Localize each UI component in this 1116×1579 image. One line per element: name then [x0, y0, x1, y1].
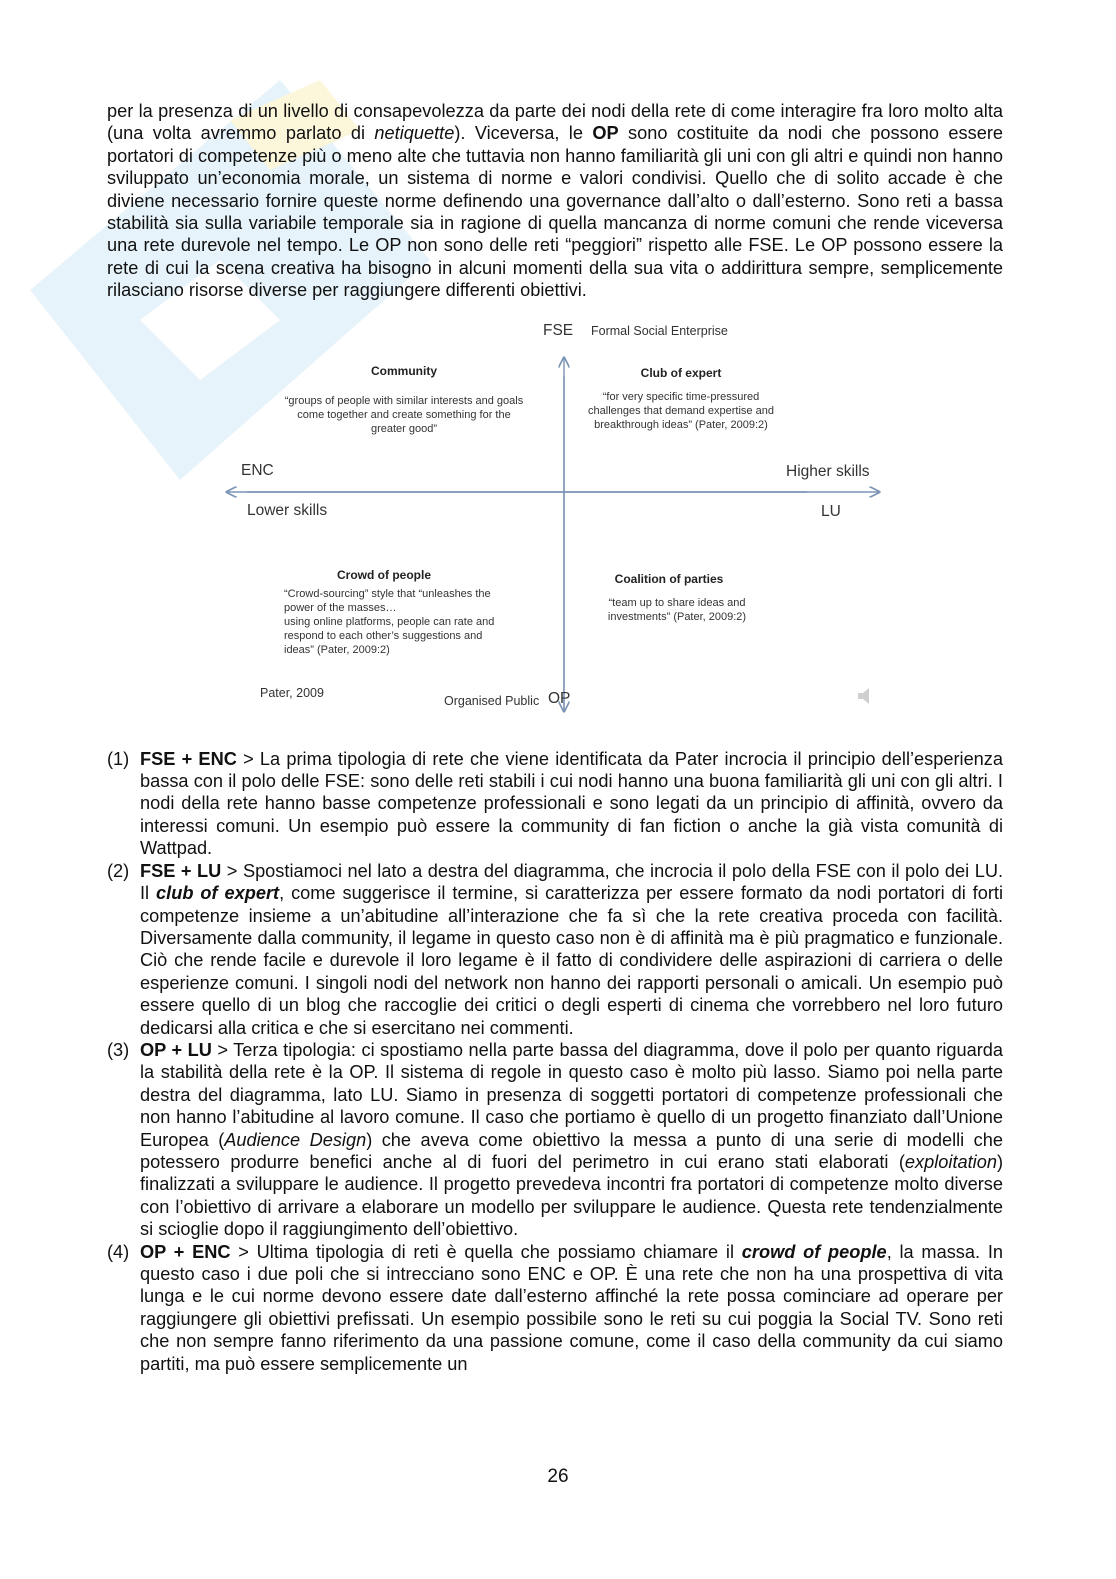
- pater-diagram: [107, 316, 1003, 736]
- axis-label-fse: FSE: [543, 321, 574, 339]
- list-item-fse-enc: (1) FSE + ENC > La prima tipologia di rete che viene identificata da Pater incrocia il principio dell’esperienza bassa con il polo delle FSE: sono delle reti stabili i cui nodi hanno una buona familiarità gli uni con gli altri. I nodi della rete hanno basse competenze professionali e sono legati da un principio di affinità, ovvero da interessi comuni. Un esempio può essere la community di fan fiction o anche la già vista comunità di Wattpad.: [107, 748, 1004, 859]
- quadrant-crowd-text: “Crowd-sourcing” style that “unleashes the power of the masses… using online platforms, people can rate and respond to each other’s suggestions and ideas” (Pater, 2009:2): [284, 587, 495, 656]
- intro-paragraph: per la presenza di un livello di consapevolezza da parte dei nodi della rete di come interagire fra loro molto alta (una volta avremmo parlato di netiquette). Viceversa, le OP sono costituite da nodi che possono essere portatori di competenze più o meno alte che tuttavia non hanno familiarità gli uni con gli altri e quindi non hanno sviluppato un’economia morale, un sistema di norme e valori condivisi. Quello che di solito accade è che diviene necessario fornire queste norme definendo una governance dall’alto o dall’esterno. Sono reti a bassa stabilità sia sulla variabile temporale sia in ragione di quella mancanza di norme comuni che rende viceversa una rete durevole nel tempo. Le OP non sono delle reti “peggiori” rispetto alle FSE. Le OP possono essere la rete di cui la scena creativa ha bisogno in alcuni momenti della sua vita o addirittura sempre, semplicemente rilasciano risorse diverse per raggiungere differenti obiettivi.: [107, 101, 1003, 301]
- axis-label-lower-skills: Lower skills: [247, 501, 328, 519]
- page-number: 26: [547, 1466, 569, 1487]
- figure-source: Pater, 2009: [260, 685, 324, 700]
- quadrant-club-title: Club of expert: [640, 365, 722, 380]
- axis-label-enc: ENC: [241, 461, 274, 479]
- diagram-axes: [107, 316, 1003, 736]
- axis-desc-op: Organised Public: [444, 693, 540, 708]
- axis-label-higher-skills: Higher skills: [786, 462, 870, 480]
- quadrant-crowd-title: Crowd of people: [337, 567, 431, 582]
- quadrant-club-text: “for very specific time-pressured challenges that demand expertise and breakthrough ideas” (Pater, 2009:2): [588, 390, 774, 431]
- network-types-list: [107, 748, 1003, 1375]
- list-item-op-lu: (3) OP + LU > Terza tipologia: ci spostiamo nella parte bassa del diagramma, dove il polo per quanto riguarda la stabilità della rete è la OP. Il sistema di regole in questo caso è molto più lasso. Siamo poi nella parte destra del diagramma, lato LU. Siamo in presenza di soggetti portatori di competenze professionali che non hanno l’abitudine al lavoro comune. Il caso che portiamo è quello di un progetto finanziato dall’Unione Europea (Audience Design) che aveva come obiettivo la messa a punto di una serie di modelli che potessero produrre benefici anche al di fuori del perimetro in cui erano stati elaborati (exploitation) finalizzati a sviluppare le audience. Il progetto prevedeva incontri fra portatori di competenze molto diverse con l’obiettivo di arrivare a elaborare un modello per sviluppare le audience. Questa rete tendenzialmente si scioglie dopo il raggiungimento dell’obiettivo.: [107, 1039, 1003, 1240]
- quadrant-community-text: “groups of people with similar interests and goals come together and create something for the greater good”: [284, 394, 524, 435]
- axis-label-lu: LU: [821, 502, 841, 520]
- list-item-op-enc: (4) OP + ENC > Ultima tipologia di reti è quella che possiamo chiamare il crowd of people, la massa. In questo caso i due poli che si intrecciano sono ENC e OP. È una rete che non ha una prospettiva di vita lunga e le cui norme devono essere date dall’esterno affinché la rete possa cominciare ad operare per raggiungere gli obiettivi prefissati. Un esempio possibile sono le reti su cui poggia la Social TV. Sono reti che non sempre fanno riferimento da una passione comune, come il caso della community da cui siamo partiti, ma può essere semplicemente un: [107, 1241, 1003, 1374]
- quadrant-coalition-title: Coalition of parties: [614, 571, 724, 586]
- axis-desc-fse: Formal Social Enterprise: [591, 323, 728, 338]
- quadrant-coalition-text: “team up to share ideas and investments” (Pater, 2009:2): [607, 596, 747, 623]
- list-item-fse-lu: (2) FSE + LU > Spostiamoci nel lato a destra del diagramma, che incrocia il polo della FSE con il polo dei LU. Il club of expert, come suggerisce il termine, si caratterizza per essere formato da nodi portatori di forti competenze insieme a un’abitudine all’interazione che fa sì che la rete creativa proceda con facilità. Diversamente dalla community, il legame in questo caso non è di affinità ma è più pragmatico e funzionale. Ciò che rende facile e durevole il loro legame è il fatto di condividere delle aspirazioni di carriera o delle esperienze comuni. I singoli nodi del network non hanno dei rapporti personali o amicali. Un esempio può essere quello di un blog che raccoglie dei critici o degli esperti di cinema che vorrebbero nel loro futuro dedicarsi alla critica e che si esercitano nei commenti.: [107, 860, 1004, 1038]
- page-content: [107, 100, 1003, 1375]
- speaker-icon: [855, 684, 879, 708]
- axis-label-op: OP: [548, 689, 571, 707]
- quadrant-community-title: Community: [371, 363, 437, 378]
